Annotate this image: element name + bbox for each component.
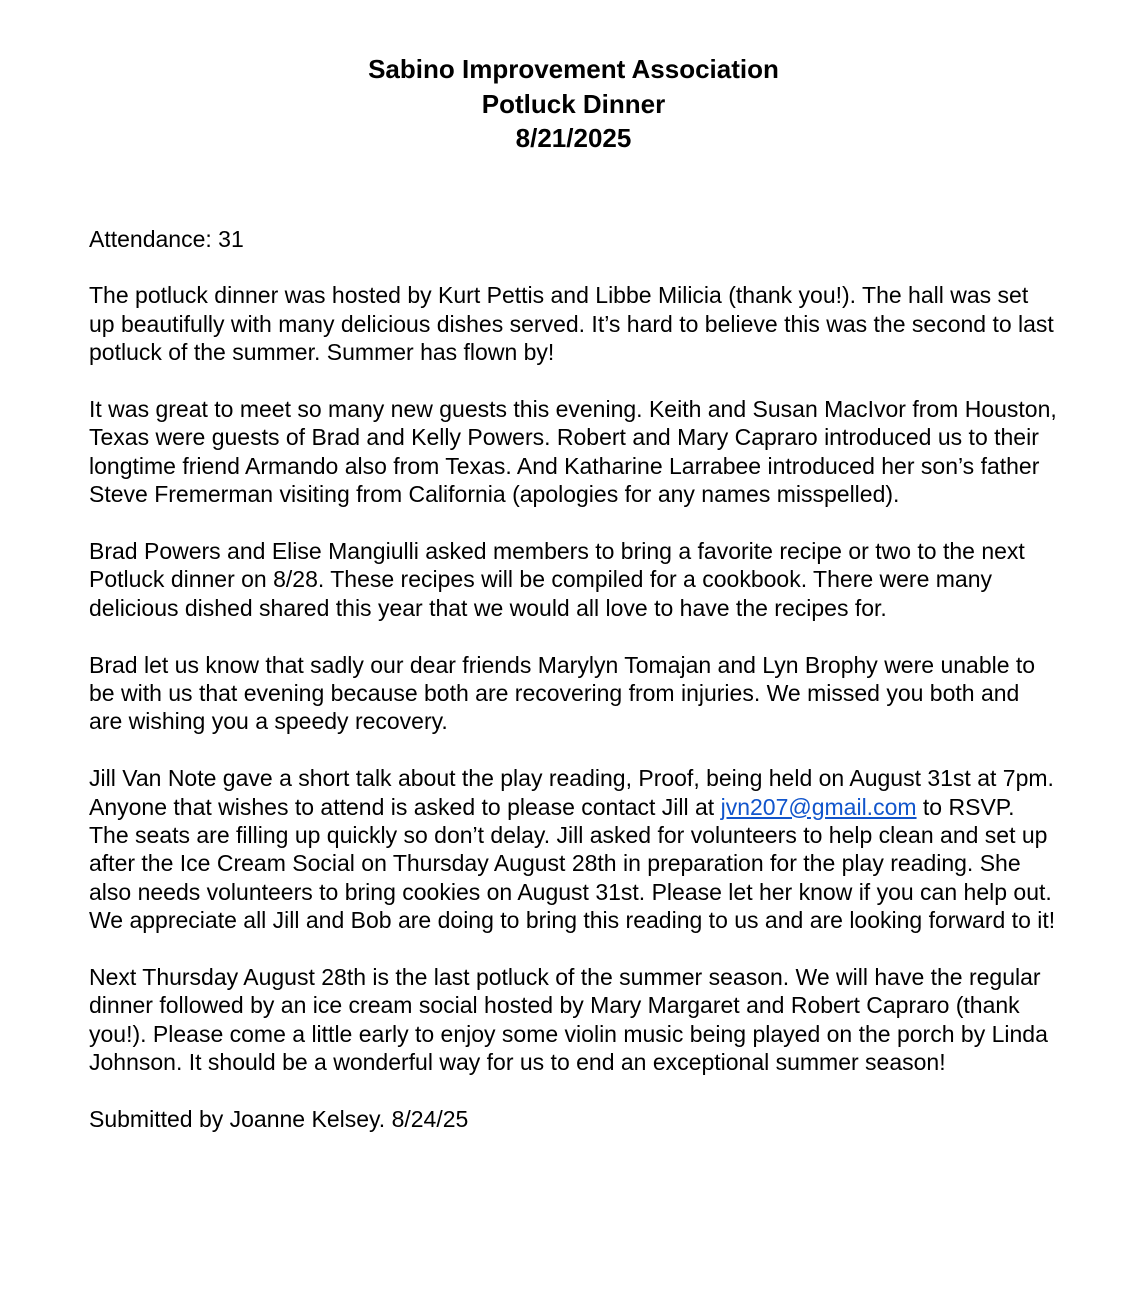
document-title bbox=[89, 0, 1058, 156]
event-date: 8/21/2025 bbox=[515, 123, 632, 153]
play-reading-text-end: to RSVP. The seats are filling up quickly so don’t delay. Jill asked for volunteers to help clean and set up after the Ice Cream Social on Thursday August 28th in preparation for the play reading. She also needs volunteers to bring cookies on August 31st. Please let her know if you can help out. We appreciate all Jill and Bob are doing to bring this reading to us and are looking forward to it! bbox=[89, 793, 1056, 934]
get-well-paragraph: Brad let us know that sadly our dear friends Marylyn Tomajan and Lyn Brophy were unable to be with us that evening because both are recovering from injuries. We missed you both and are wishing you a speedy recovery. bbox=[89, 651, 1036, 735]
play-reading-text-start: Jill Van Note gave a short talk about the play reading, Proof, being held on August 31st at 7pm. Anyone that wishes to attend is asked to please contact Jill at bbox=[89, 765, 1054, 820]
last-potluck-paragraph: Next Thursday August 28th is the last potluck of the summer season. We will have the regular dinner followed by an ice cream social hosted by Mary Margaret and Robert Capraro (thank you!). Please come a little early to enjoy some violin music being played on the porch by Linda Johnson. It should be a wonderful way for us to end an exceptional summer season! bbox=[89, 963, 1048, 1076]
email-link[interactable]: jvn207@gmail.com bbox=[720, 793, 917, 820]
hosts-paragraph: The potluck dinner was hosted by Kurt Pettis and Libbe Milicia (thank you!). The hall was set up beautifully with many delicious dishes served. It’s hard to believe this was the second to last potluck of the summer. Summer has flown by! bbox=[89, 282, 1054, 366]
organization-name: Sabino Improvement Association bbox=[368, 54, 779, 84]
document-body bbox=[89, 225, 1058, 1134]
submitted-by: Submitted by Joanne Kelsey. 8/24/25 bbox=[89, 1105, 469, 1132]
guests-paragraph: It was great to meet so many new guests this evening. Keith and Susan MacIvor from Houston, Texas were guests of Brad and Kelly Powers. Robert and Mary Capraro introduced us to their longtime friend Armando also from Texas. And Katharine Larrabee introduced her son’s father Steve Fremerman visiting from California (apologies for any names misspelled). bbox=[89, 395, 1057, 508]
recipes-paragraph: Brad Powers and Elise Mangiulli asked members to bring a favorite recipe or two to the next Potluck dinner on 8/28. These recipes will be compiled for a cookbook. There were many delicious dished shared this year that we would all love to have the recipes for. bbox=[89, 537, 1025, 621]
play-reading-paragraph bbox=[89, 764, 1058, 934]
event-name: Potluck Dinner bbox=[481, 88, 666, 119]
attendance-line: Attendance: 31 bbox=[89, 225, 244, 252]
